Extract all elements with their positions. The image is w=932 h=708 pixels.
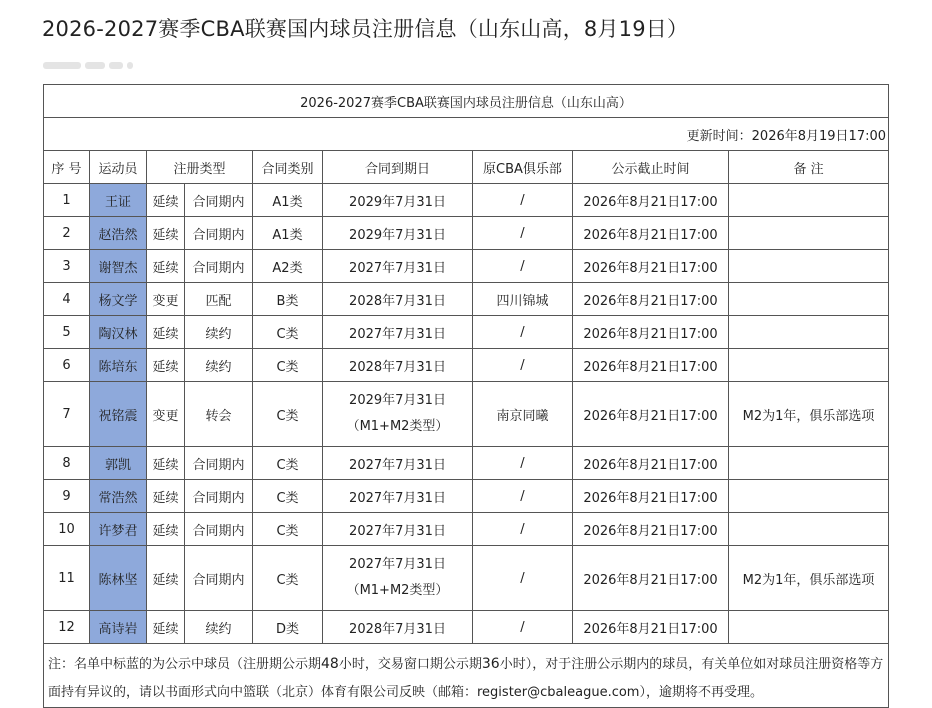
cell-contract-expiry: 2028年7月31日 (323, 349, 473, 382)
cell-contract-category: C类 (253, 447, 323, 480)
header-registration-type: 注册类型 (147, 151, 253, 184)
cell-registration-subtype: 合同期内 (185, 217, 253, 250)
header-no: 序 号 (44, 151, 90, 184)
cell-deadline: 2026年8月21日17:00 (573, 382, 729, 447)
registration-table (43, 84, 889, 708)
cell-registration-subtype: 合同期内 (185, 250, 253, 283)
cell-registration-type: 延续 (147, 611, 185, 644)
cell-contract-expiry: 2028年7月31日 (323, 611, 473, 644)
contract-type-note: （M1+M2类型） (346, 419, 449, 434)
cell-remark: M2为1年，俱乐部选项 (729, 382, 889, 447)
cell-no: 10 (44, 513, 90, 546)
cell-former-club: / (473, 217, 573, 250)
cell-remark (729, 217, 889, 250)
cell-former-club: / (473, 184, 573, 217)
cell-contract-category: B类 (253, 283, 323, 316)
cell-remark: M2为1年，俱乐部选项 (729, 546, 889, 611)
cell-registration-subtype: 续约 (185, 349, 253, 382)
table-row (44, 611, 889, 644)
cell-contract-expiry: 2027年7月31日 (323, 250, 473, 283)
cell-registration-subtype: 合同期内 (185, 513, 253, 546)
cell-registration-subtype: 转会 (185, 382, 253, 447)
cell-contract-category: C类 (253, 316, 323, 349)
article-meta-blurred (43, 54, 143, 63)
cell-registration-type: 延续 (147, 546, 185, 611)
cell-contract-category: A1类 (253, 217, 323, 250)
table-row (44, 184, 889, 217)
cell-contract-expiry (323, 382, 473, 447)
cell-no: 12 (44, 611, 90, 644)
table-body (44, 184, 889, 644)
cell-former-club: / (473, 447, 573, 480)
table-row (44, 382, 889, 447)
cell-former-club: 四川锦城 (473, 283, 573, 316)
cell-contract-expiry: 2029年7月31日 (323, 217, 473, 250)
cell-deadline: 2026年8月21日17:00 (573, 611, 729, 644)
cell-registration-type: 延续 (147, 250, 185, 283)
page-title: 2026-2027赛季CBA联赛国内球员注册信息（山东山高，8月19日） (42, 17, 689, 41)
cell-player-name: 郭凯 (90, 447, 147, 480)
cell-registration-subtype: 续约 (185, 316, 253, 349)
cell-contract-category: A2类 (253, 250, 323, 283)
cell-registration-subtype: 合同期内 (185, 546, 253, 611)
note-number-2: 36 (481, 656, 500, 672)
cell-player-name: 赵浩然 (90, 217, 147, 250)
note-text-2: 小时，交易窗口期公示期 (338, 657, 482, 672)
cell-deadline: 2026年8月21日17:00 (573, 250, 729, 283)
cell-remark (729, 513, 889, 546)
cell-player-name: 陈林坚 (90, 546, 147, 611)
cell-deadline: 2026年8月21日17:00 (573, 546, 729, 611)
cell-no: 2 (44, 217, 90, 250)
cell-deadline: 2026年8月21日17:00 (573, 184, 729, 217)
cell-contract-expiry: 2029年7月31日 (323, 184, 473, 217)
cell-deadline: 2026年8月21日17:00 (573, 447, 729, 480)
table-row (44, 480, 889, 513)
cell-contract-category: C类 (253, 546, 323, 611)
cell-former-club: / (473, 316, 573, 349)
table-row (44, 349, 889, 382)
cell-no: 5 (44, 316, 90, 349)
note-number-1: 48 (321, 656, 339, 672)
cell-registration-type: 延续 (147, 349, 185, 382)
cell-remark (729, 184, 889, 217)
cell-registration-subtype: 合同期内 (185, 447, 253, 480)
cell-contract-category: D类 (253, 611, 323, 644)
cell-former-club: / (473, 611, 573, 644)
cell-remark (729, 283, 889, 316)
cell-deadline: 2026年8月21日17:00 (573, 217, 729, 250)
cell-remark (729, 250, 889, 283)
cell-remark (729, 480, 889, 513)
cell-no: 6 (44, 349, 90, 382)
cell-registration-type: 延续 (147, 447, 185, 480)
header-deadline: 公示截止时间 (573, 151, 729, 184)
cell-contract-expiry: 2027年7月31日 (323, 513, 473, 546)
cell-registration-subtype: 匹配 (185, 283, 253, 316)
note-text-1: 注：名单中标蓝的为公示中球员（注册期公示期 (48, 657, 322, 672)
cell-deadline: 2026年8月21日17:00 (573, 513, 729, 546)
header-player: 运动员 (90, 151, 147, 184)
header-contract-expiry: 合同到期日 (323, 151, 473, 184)
table-row (44, 250, 889, 283)
contract-expiry-date: 2027年7月31日 (349, 557, 446, 572)
cell-registration-subtype: 合同期内 (185, 480, 253, 513)
table-row (44, 447, 889, 480)
cell-registration-subtype: 续约 (185, 611, 253, 644)
cell-player-name: 谢智杰 (90, 250, 147, 283)
cell-registration-type: 延续 (147, 184, 185, 217)
table-caption: 2026-2027赛季CBA联赛国内球员注册信息（山东山高） (44, 85, 889, 118)
cell-contract-expiry: 2027年7月31日 (323, 480, 473, 513)
contract-expiry-date: 2029年7月31日 (349, 393, 446, 408)
cell-former-club: / (473, 513, 573, 546)
cell-contract-category: C类 (253, 513, 323, 546)
table-row (44, 546, 889, 611)
cell-remark (729, 611, 889, 644)
cell-registration-type: 延续 (147, 316, 185, 349)
cell-remark (729, 316, 889, 349)
header-contract-category: 合同类别 (253, 151, 323, 184)
cell-contract-expiry (323, 546, 473, 611)
cell-contract-expiry: 2028年7月31日 (323, 283, 473, 316)
contract-type-note: （M1+M2类型） (346, 583, 449, 598)
table-note (44, 644, 889, 708)
header-remark: 备 注 (729, 151, 889, 184)
cell-no: 11 (44, 546, 90, 611)
cell-no: 4 (44, 283, 90, 316)
cell-contract-category: C类 (253, 382, 323, 447)
cell-former-club: / (473, 349, 573, 382)
header-former-club: 原CBA俱乐部 (473, 151, 573, 184)
cell-player-name: 陈培东 (90, 349, 147, 382)
cell-player-name: 高诗岩 (90, 611, 147, 644)
cell-registration-type: 延续 (147, 480, 185, 513)
note-text-3: 小时），对于注册公示期内的球员，有关单位如对球员注册资格等方面持有异议的，请以书面形式向中篮联（北京）体育有限公司反映（邮箱：register@cbaleague.com），逾期将不再受理。 (48, 657, 884, 700)
table-row (44, 513, 889, 546)
cell-contract-expiry: 2027年7月31日 (323, 316, 473, 349)
cell-no: 7 (44, 382, 90, 447)
table-row (44, 283, 889, 316)
cell-no: 9 (44, 480, 90, 513)
cell-deadline: 2026年8月21日17:00 (573, 480, 729, 513)
table-row (44, 217, 889, 250)
cell-player-name: 祝铭震 (90, 382, 147, 447)
cell-no: 8 (44, 447, 90, 480)
cell-contract-category: A1类 (253, 184, 323, 217)
cell-no: 1 (44, 184, 90, 217)
cell-deadline: 2026年8月21日17:00 (573, 316, 729, 349)
cell-player-name: 常浩然 (90, 480, 147, 513)
cell-former-club: / (473, 250, 573, 283)
update-time: 更新时间：2026年8月19日17:00 (44, 118, 889, 151)
cell-deadline: 2026年8月21日17:00 (573, 349, 729, 382)
cell-contract-category: C类 (253, 349, 323, 382)
table-row (44, 316, 889, 349)
cell-former-club: / (473, 480, 573, 513)
cell-no: 3 (44, 250, 90, 283)
cell-registration-type: 变更 (147, 283, 185, 316)
cell-contract-category: C类 (253, 480, 323, 513)
cell-remark (729, 349, 889, 382)
cell-registration-subtype: 合同期内 (185, 184, 253, 217)
cell-deadline: 2026年8月21日17:00 (573, 283, 729, 316)
cell-registration-type: 延续 (147, 217, 185, 250)
cell-contract-expiry: 2027年7月31日 (323, 447, 473, 480)
cell-player-name: 许梦君 (90, 513, 147, 546)
cell-former-club: / (473, 546, 573, 611)
cell-player-name: 陶汉林 (90, 316, 147, 349)
cell-player-name: 杨文学 (90, 283, 147, 316)
cell-registration-type: 延续 (147, 513, 185, 546)
cell-remark (729, 447, 889, 480)
cell-player-name: 王证 (90, 184, 147, 217)
cell-registration-type: 变更 (147, 382, 185, 447)
cell-former-club: 南京同曦 (473, 382, 573, 447)
